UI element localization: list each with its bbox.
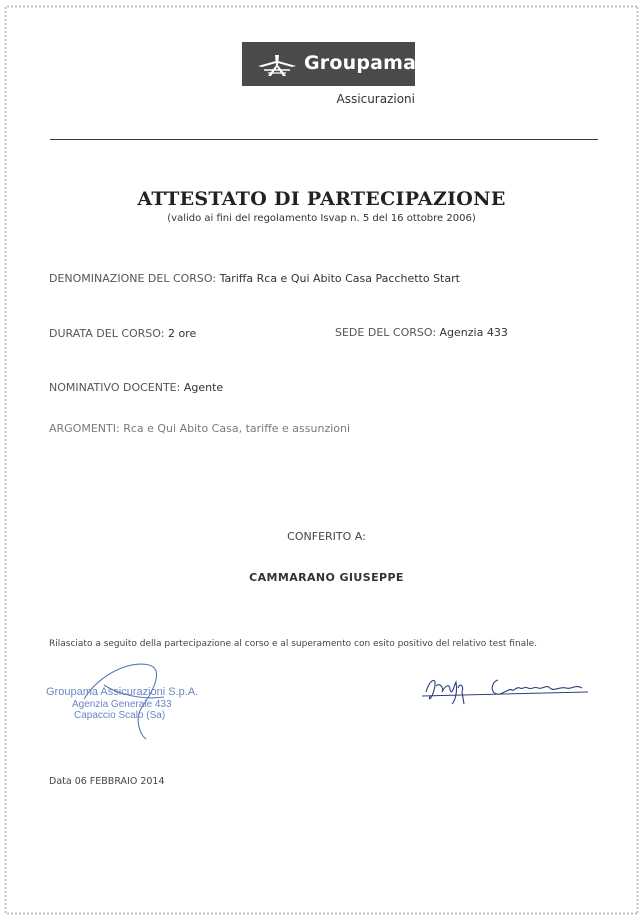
topics-label: ARGOMENTI: xyxy=(49,422,120,435)
duration-value: 2 ore xyxy=(167,327,197,340)
course-name-label: DENOMINAZIONE DEL CORSO: xyxy=(49,272,217,285)
recipient-name: CAMMARANO GIUSEPPE xyxy=(249,571,404,584)
groupama-logo xyxy=(242,42,415,86)
issue-date: Data 06 FEBBRAIO 2014 xyxy=(49,776,165,787)
stamp-line-2: Agenzia Generale 433 xyxy=(72,699,172,710)
topics-field xyxy=(49,422,350,435)
participant-signature xyxy=(420,668,595,708)
stamp-line-1: Groupama Assicurazioni S.p.A. xyxy=(46,686,199,698)
duration-label: DURATA DEL CORSO: xyxy=(49,327,165,340)
certificate-subtitle: (valido ai fini del regolamento Isvap n. 5 del 16 ottobre 2006) xyxy=(167,213,476,224)
location-field xyxy=(335,326,508,339)
location-label: SEDE DEL CORSO: xyxy=(335,326,437,339)
header-divider xyxy=(50,139,598,140)
course-name-value: Tariffa Rca e Qui Abito Casa Pacchetto Start xyxy=(219,272,460,285)
release-note: Rilasciato a seguito della partecipazione al corso e al superamento con esito positivo del relativo test finale. xyxy=(49,639,538,649)
logo-subtitle: Assicurazioni xyxy=(336,92,415,106)
teacher-label: NOMINATIVO DOCENTE: xyxy=(49,381,181,394)
decorative-border-left xyxy=(3,6,8,914)
topics-value: Rca e Qui Abito Casa, tariffe e assunzioni xyxy=(123,422,351,435)
stamp-line-3: Capaccio Scalo (Sa) xyxy=(74,710,166,721)
location-value: Agenzia 433 xyxy=(439,326,508,339)
certificate-title: ATTESTATO DI PARTECIPAZIONE xyxy=(137,188,506,210)
duration-field xyxy=(49,327,196,340)
decorative-border-right xyxy=(635,6,640,914)
conferred-label: CONFERITO A: xyxy=(287,530,366,543)
teacher-value: Agente xyxy=(183,381,224,394)
groupama-logo-mark-icon xyxy=(256,52,298,78)
course-name-field xyxy=(49,272,460,285)
agency-stamp xyxy=(44,655,214,745)
logo-brand-text: Groupama xyxy=(304,52,417,74)
decorative-border-top xyxy=(6,4,637,9)
teacher-field xyxy=(49,381,223,394)
decorative-border-bottom xyxy=(6,911,637,916)
